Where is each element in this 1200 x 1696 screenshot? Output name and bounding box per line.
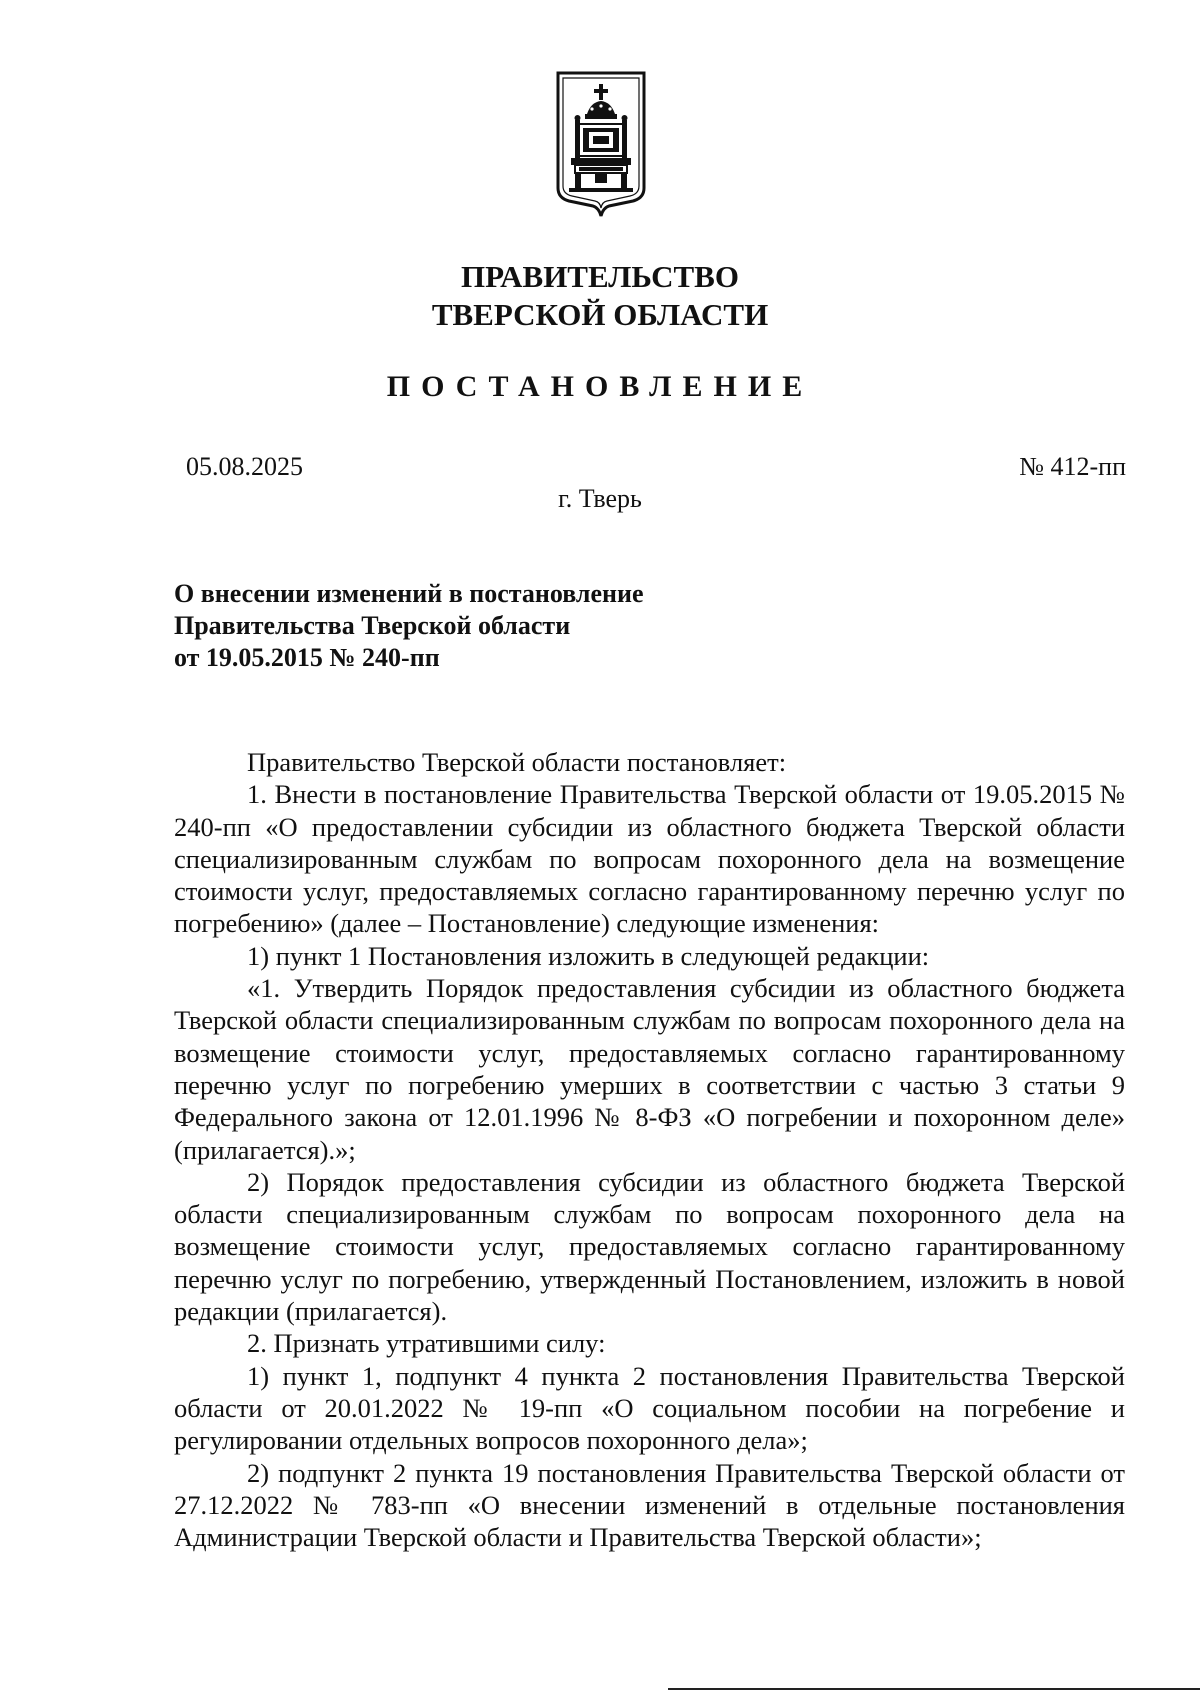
document-body (174, 746, 1125, 1553)
subject-line: Правительства Тверской области (174, 611, 571, 640)
body-paragraph: 2. Признать утратившими силу: (247, 1328, 606, 1359)
document-number: № 412-пп (1019, 452, 1126, 481)
document-subject (174, 578, 644, 674)
document-city: г. Тверь (558, 484, 642, 513)
tver-coat-of-arms-icon (555, 70, 647, 220)
body-paragraph: 1. Внести в постановление Правительства Тверской области от 19.05.2015 № 240-пп «О предоставлении субсидии из областного бюджета Тверской области специализированным службам по вопросам похоронного дела на возмещение стоимости услуг, предоставляемых согласно гарантированному перечню услуг по погребению» (далее – Постановление) следующие изменения: (174, 779, 1125, 939)
subject-line: О внесении изменений в постановление (174, 579, 644, 608)
body-paragraph: 1) пункт 1 Постановления изложить в следующей редакции: (247, 940, 930, 971)
body-paragraph: Правительство Тверской области постановляет: (247, 747, 787, 777)
body-paragraph: 2) Порядок предоставления субсидии из областного бюджета Тверской области специализированным службам по вопросам похоронного дела на возмещение стоимости услуг, предоставляемых согласно гарантированному перечню услуг по погребению, утвержденный Постановлением, изложить в новой редакции (прилагается). (174, 1166, 1125, 1327)
document-date: 05.08.2025 (186, 452, 303, 481)
government-title-line1: ПРАВИТЕЛЬСТВО (461, 259, 739, 294)
page-bottom-rule (668, 1688, 1200, 1690)
subject-line: от 19.05.2015 № 240-пп (174, 643, 440, 672)
document-type: ПОСТАНОВЛЕНИЕ (386, 370, 814, 403)
government-title-line2: ТВЕРСКОЙ ОБЛАСТИ (431, 297, 769, 332)
body-paragraph: 2) подпункт 2 пункта 19 постановления Правительства Тверской области от 27.12.2022 № 783-пп «О внесении изменений в отдельные постановления Администрации Тверской области и Правительства Тверской области»; (174, 1457, 1125, 1553)
body-paragraph: «1. Утвердить Порядок предоставления субсидии из областного бюджета Тверской области специализированным службам по вопросам похоронного дела на возмещение стоимости услуг, предоставляемых согласно гарантированному перечню услуг по погребению умерших в соответствии с частью 3 статьи 9 Федерального закона от 12.01.1996 № 8-ФЗ «О погребении и похоронном деле» (прилагается).»; (174, 973, 1125, 1165)
body-paragraph: 1) пункт 1, подпункт 4 пункта 2 постановления Правительства Тверской области от 20.01.2022 № 19-пп «О социальном пособии на погребение и регулировании отдельных вопросов похоронного дела»; (174, 1360, 1125, 1456)
